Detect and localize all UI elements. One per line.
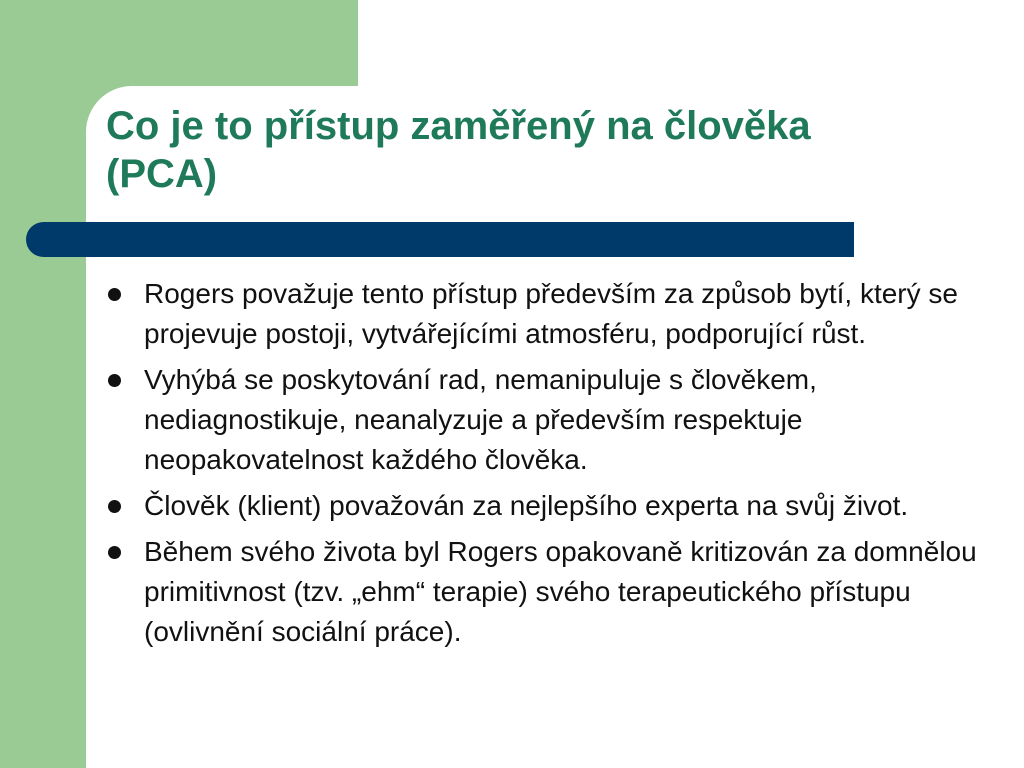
bullet-dot-icon (108, 500, 121, 513)
bullet-item (106, 532, 1011, 652)
bullet-dot-icon (108, 546, 121, 559)
slide-title-line-2: (PCA) (106, 152, 218, 196)
bullet-text: Rogers považuje tento přístup především za způsob bytí, který se projevuje postoji, vytvářejícími atmosféru, podporující růst. (144, 278, 958, 349)
bullet-text: Člověk (klient) považován za nejlepšího experta na svůj život. (144, 490, 909, 521)
bullet-text: Během svého života byl Rogers opakovaně kritizován za domnělou primitivnost (tzv. „ehm“ terapie) svého terapeutického přístupu (ovlivnění sociální práce). (144, 536, 977, 647)
bullet-list (106, 274, 1011, 658)
slide-title-line-1: Co je to přístup zaměřený na člověka (106, 104, 811, 148)
bullet-item (106, 486, 1011, 526)
slide-title (106, 102, 966, 198)
bullet-text: Vyhýbá se poskytování rad, nemanipuluje s člověkem, nediagnostikuje, neanalyzuje a především respektuje neopakovatelnost každého člověka. (144, 364, 817, 475)
bullet-dot-icon (108, 374, 121, 387)
bullet-item (106, 360, 1011, 480)
bullet-dot-icon (108, 288, 121, 301)
bullet-item (106, 274, 1011, 354)
title-accent-bar (26, 222, 854, 257)
